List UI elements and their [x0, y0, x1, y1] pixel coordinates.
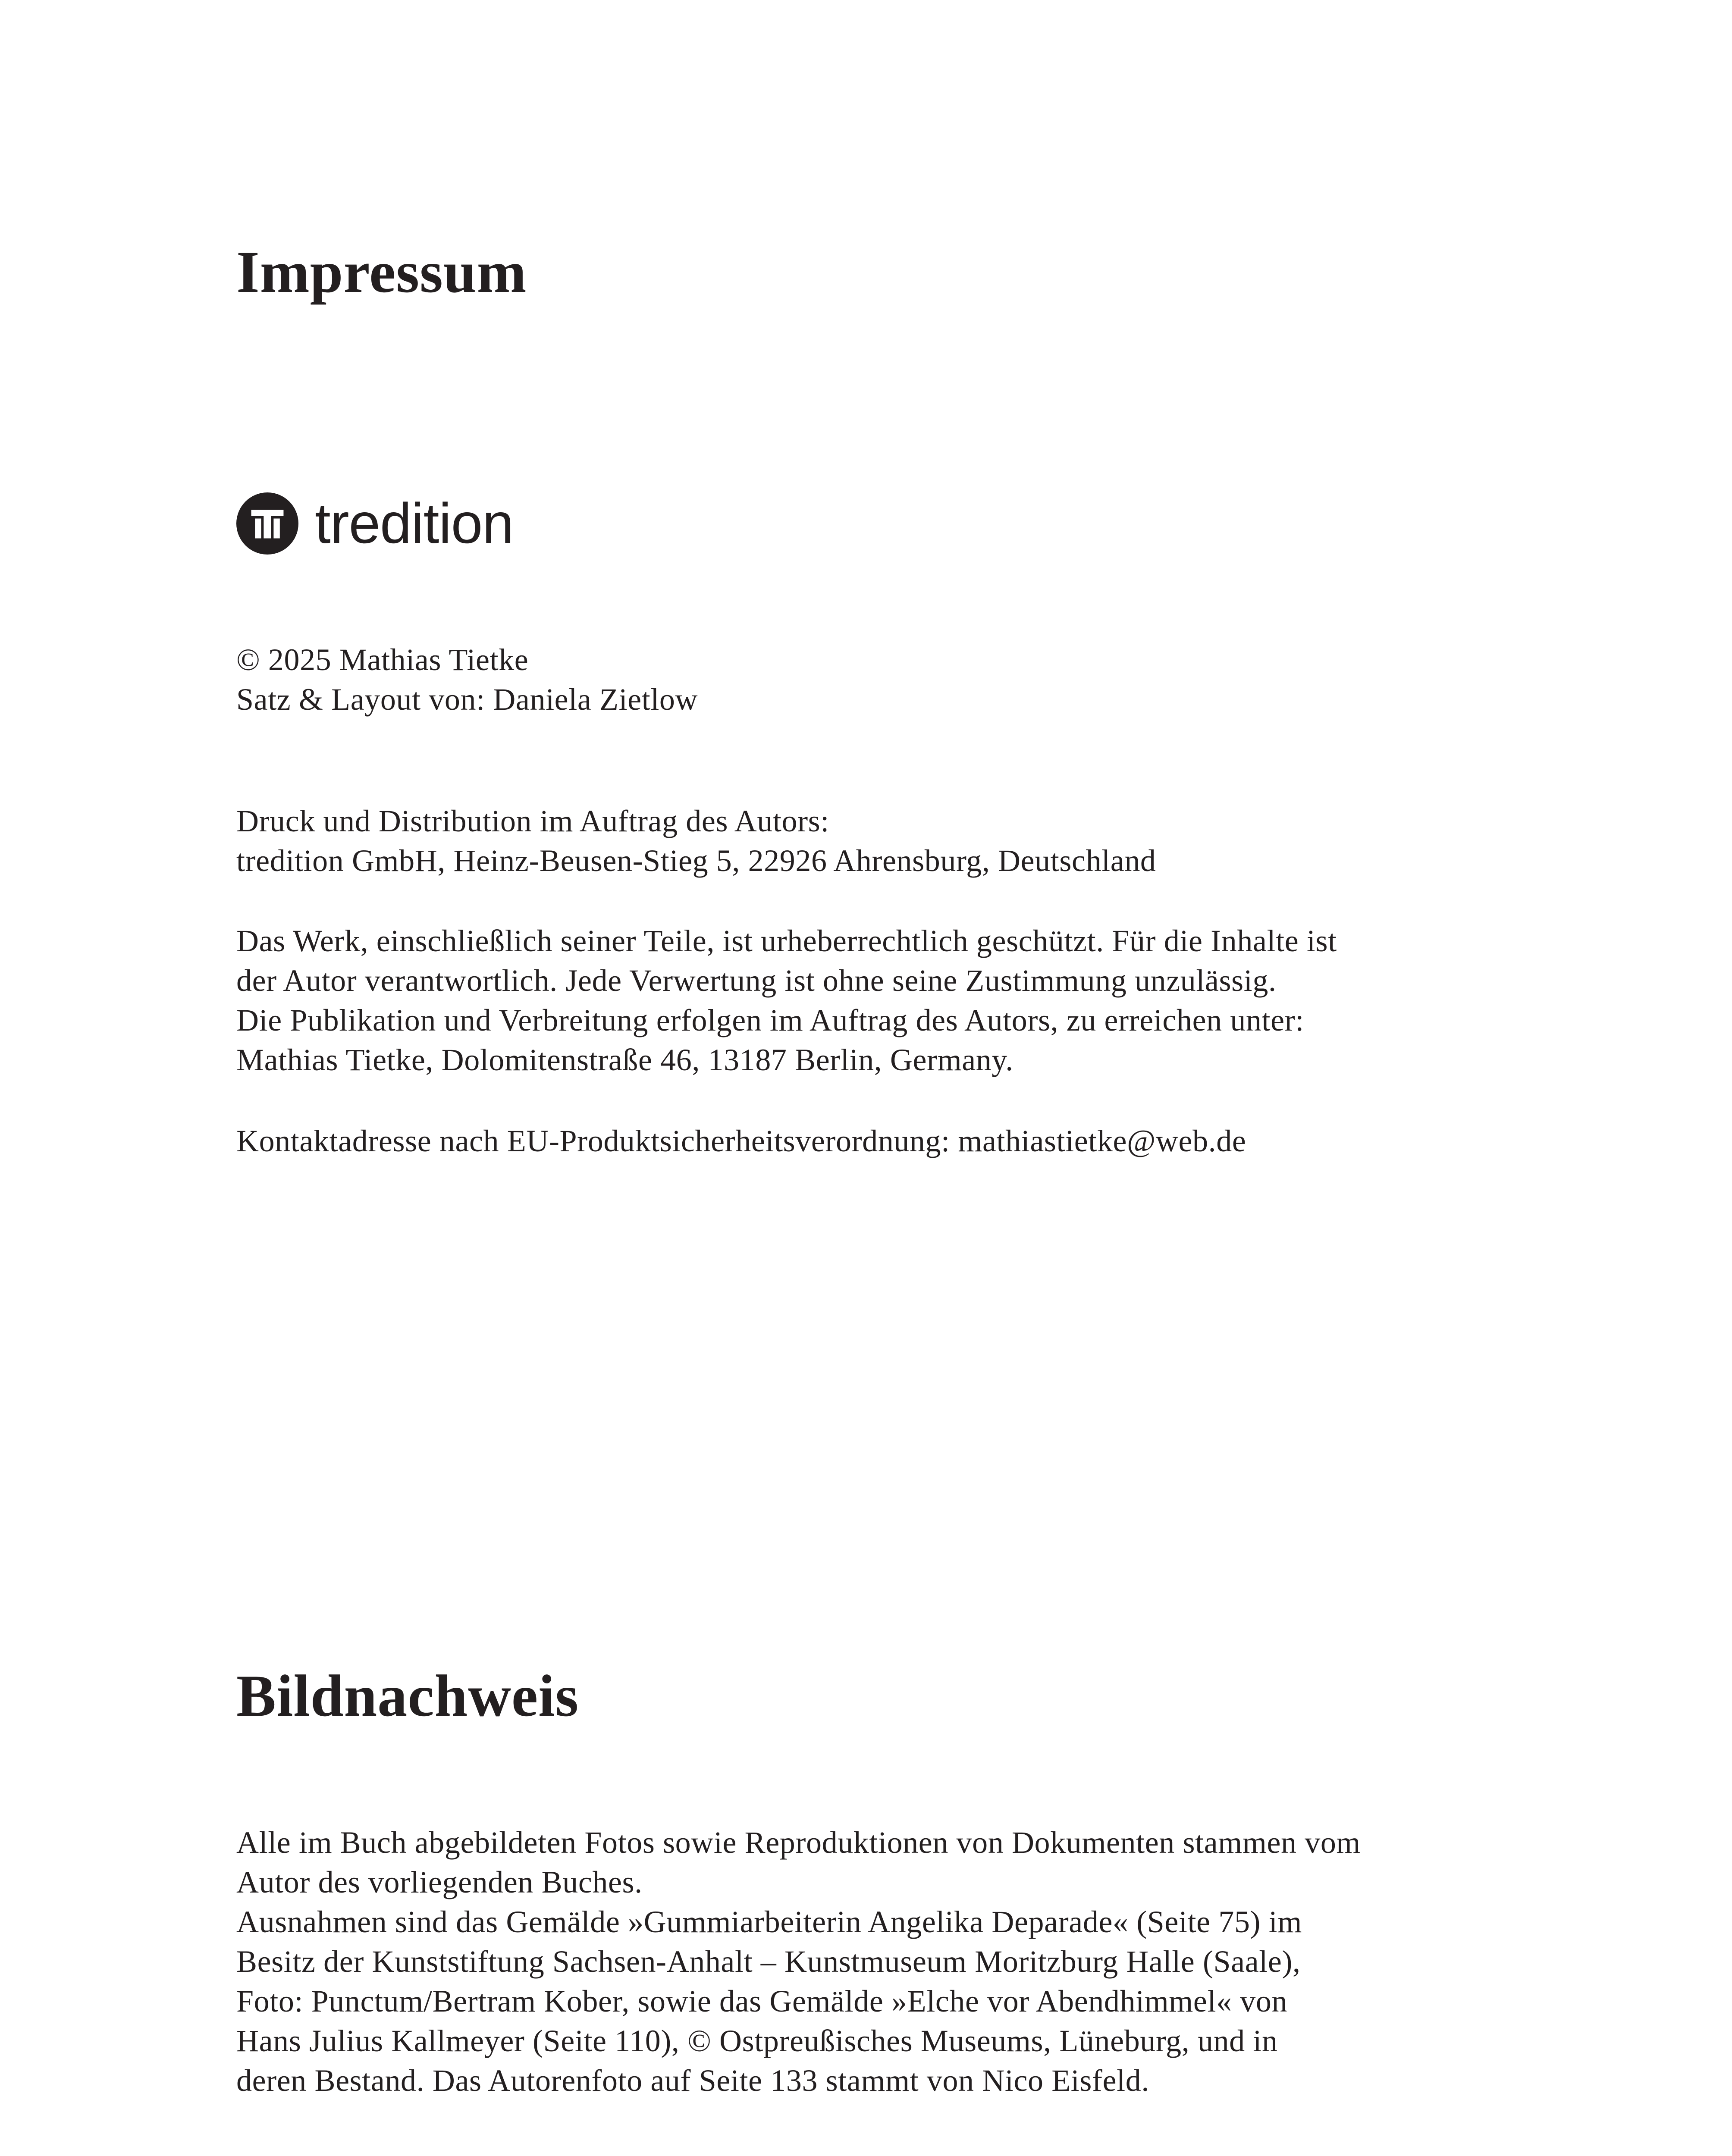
- publisher-address-line: tredition GmbH, Heinz-Beusen-Stieg 5, 22926 Ahrensburg, Deutschland: [236, 843, 1156, 878]
- distribution-line: Druck und Distribution im Auftrag des Autors:: [236, 804, 829, 838]
- publisher-logo: [236, 492, 514, 555]
- rights-line: Die Publikation und Verbreitung erfolgen im Auftrag des Autors, zu erreichen unter:: [236, 1003, 1304, 1037]
- contact-block: [236, 1121, 1530, 1161]
- bildnachweis-line: Hans Julius Kallmeyer (Seite 110), © Ostpreußisches Museums, Lüneburg, und in: [236, 2024, 1278, 2058]
- bildnachweis-line: Besitz der Kunststiftung Sachsen-Anhalt – Kunstmuseum Moritzburg Halle (Saale),: [236, 1944, 1301, 1979]
- bildnachweis-line: deren Bestand. Das Autorenfoto auf Seite 133 stammt von Nico Eisfeld.: [236, 2063, 1149, 2098]
- distribution-block: [236, 801, 1530, 881]
- copyright-line: © 2025 Mathias Tietke: [236, 642, 529, 677]
- rights-block: [236, 921, 1530, 1080]
- bildnachweis-text: [236, 1823, 1530, 2100]
- rights-line: der Autor verantwortlich. Jede Verwertung ist ohne seine Zustimmung unzulässig.: [236, 963, 1277, 998]
- contact-line: Kontaktadresse nach EU-Produktsicherheitsverordnung: mathiastietke@web.de: [236, 1124, 1246, 1158]
- bildnachweis-line: Ausnahmen sind das Gemälde »Gummiarbeiterin Angelika Deparade« (Seite 75) im: [236, 1905, 1302, 1939]
- tredition-wordmark: tredition: [315, 492, 514, 555]
- author-address-line: Mathias Tietke, Dolomitenstraße 46, 13187 Berlin, Germany.: [236, 1043, 1013, 1077]
- bildnachweis-line: Alle im Buch abgebildeten Fotos sowie Reproduktionen von Dokumenten stammen vom: [236, 1825, 1361, 1860]
- bildnachweis-line: Foto: Punctum/Bertram Kober, sowie das Gemälde »Elche vor Abendhimmel« von: [236, 1984, 1288, 2018]
- impressum-heading: Impressum: [236, 239, 527, 305]
- bildnachweis-heading: Bildnachweis: [236, 1663, 579, 1729]
- bildnachweis-line: Autor des vorliegenden Buches.: [236, 1865, 643, 1899]
- tredition-logo-icon: [236, 492, 298, 555]
- layout-credit-line: Satz & Layout von: Daniela Zietlow: [236, 682, 698, 717]
- copyright-block: [236, 640, 1530, 719]
- rights-line: Das Werk, einschließlich seiner Teile, ist urheberrechtlich geschützt. Für die Inhalte ist: [236, 924, 1337, 958]
